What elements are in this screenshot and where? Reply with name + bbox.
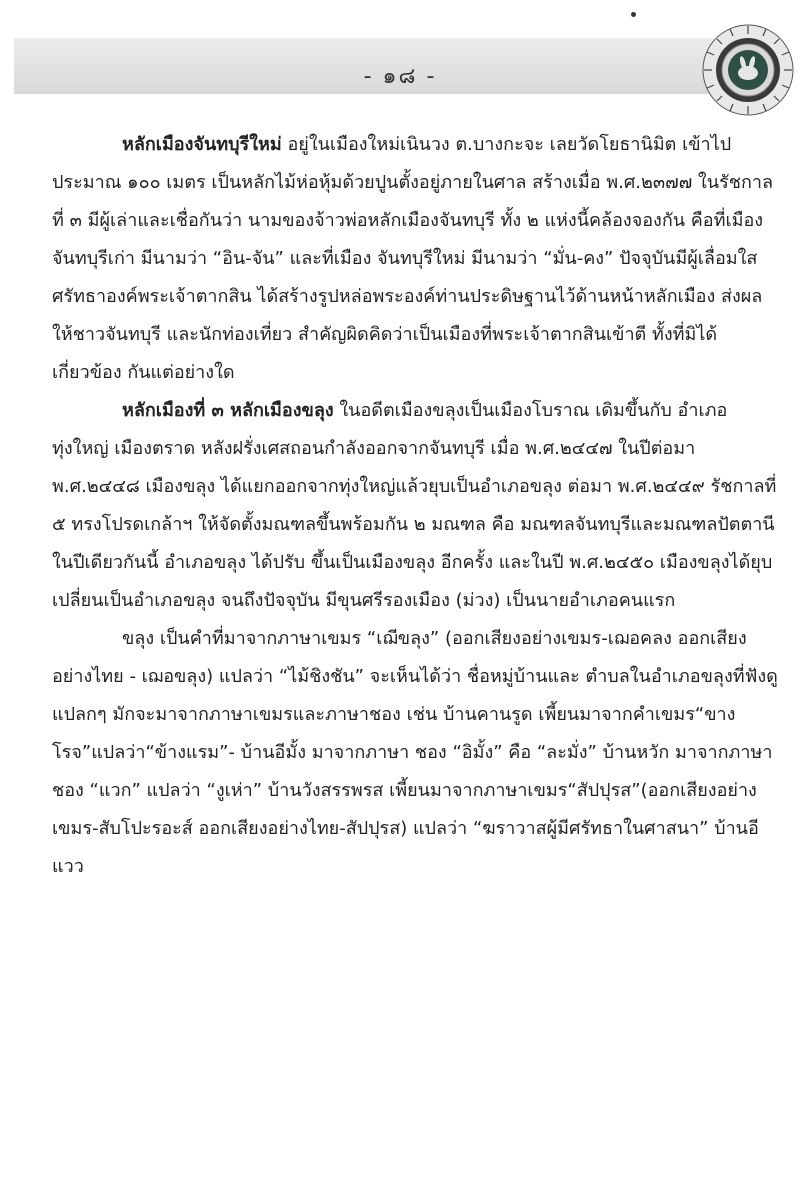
provincial-seal-icon [702, 24, 794, 116]
paragraph-text: ขลุง เป็นคำที่มาจากภาษาเขมร “เฌีขลุง” (ออกเสียงอย่างเขมร-เฌอคลง ออกเสียงอย่างไทย - เฌอขลุง) แปลว่า “ไม้ชิงชัน” จะเห็นได้ว่า ชื่อหมู่บ้านและ ตำบลในอำเภอขลุงที่ฟังดูแปลกๆ มักจะมาจากภาษาเขมรและภาษาชอง เช่น บ้านคานรูด เพี้ยนมาจากคำเขมร“ขางโรจ”แปลว่า“ข้างแรม”- บ้านอีมั้ง มาจากภาษา ชอง “อิมั้ง” คือ “ละมั่ง” บ้านหวัก มาจากภาษาชอง “แวก” แปลว่า “งูเห่า” บ้านวังสรรพรส เพี้ยนมาจากภาษาเขมร“สัปปุรส”(ออกเสียงอย่างเขมร-สับโปะรอะส์ ออกเสียงอย่างไทย-สัปปุรส) แปลว่า “ฆราวาสผู้มีศรัทธาในศาสนา” บ้านอีแวว [52, 628, 778, 877]
paragraph-heading: หลักเมืองที่ ๓ หลักเมืองขลุง [122, 400, 334, 421]
decorative-dot [631, 12, 636, 17]
document-body [52, 126, 780, 886]
paragraph-khlung-city-pillar [52, 392, 780, 620]
page-number: - ๑๘ - [363, 64, 437, 89]
paragraph-khlung-etymology [52, 620, 780, 886]
paragraph-heading: หลักเมืองจันทบุรีใหม่ [122, 134, 282, 155]
paragraph-text: ในอดีตเมืองขลุงเป็นเมืองโบราณ เดิมขึ้นกับ อำเภอทุ่งใหญ่ เมืองตราด หลังฝรั่งเศสถอนกำลังออกจากจันทบุรี เมื่อ พ.ศ.๒๔๔๗ ในปีต่อมา พ.ศ.๒๔๔๘ เมืองขลุง ได้แยกออกจากทุ่งใหญ่แล้วยุบเป็นอำเภอขลุง ต่อมา พ.ศ.๒๔๔๙ รัชกาลที่ ๕ ทรงโปรดเกล้าฯ ให้จัดตั้งมณฑลขึ้นพร้อมกัน ๒ มณฑล คือ มณฑลจันทบุรีและมณฑลปัตตานี ในปีเดียวกันนี้ อำเภอขลุง ได้ปรับ ขึ้นเป็นเมืองขลุง อีกครั้ง และในปี พ.ศ.๒๔๕๐ เมืองขลุงได้ยุบเปลี่ยนเป็นอำเภอขลุง จนถึงปัจจุบัน มีขุนศรีรองเมือง (ม่วง) เป็นนายอำเภอคนแรก [52, 400, 777, 611]
paragraph-text: อยู่ในเมืองใหม่เนินวง ต.บางกะจะ เลยวัดโยธานิมิต เข้าไปประมาณ ๑๐๐ เมตร เป็นหลักไม้ห่อหุ้มด้วยปูนตั้งอยู่ภายในศาล สร้างเมื่อ พ.ศ.๒๓๗๗ ในรัชกาลที่ ๓ มีผู้เล่าและเชื่อกันว่า นามของจ้าวพ่อหลักเมืองจันทบุรี ทั้ง ๒ แห่งนี้คล้องจองกัน คือที่เมืองจันทบุรีเก่า มีนามว่า “อิน-จัน” และที่เมือง จันทบุรีใหม่ มีนามว่า “มั่น-คง” ปัจจุบันมีผู้เลื่อมใสศรัทธาองค์พระเจ้าตากสิน ได้สร้างรูปหล่อพระองค์ท่านประดิษฐานไว้ด้านหน้าหลักเมือง ส่งผลให้ชาวจันทบุรี และนักท่องเที่ยว สำคัญผิดคิดว่าเป็นเมืองที่พระเจ้าตากสินเข้าตี ทั้งที่มิได้เกี่ยวข้อง กันแต่อย่างใด [52, 134, 773, 383]
paragraph-chanthaburi-new-city-pillar [52, 126, 780, 392]
